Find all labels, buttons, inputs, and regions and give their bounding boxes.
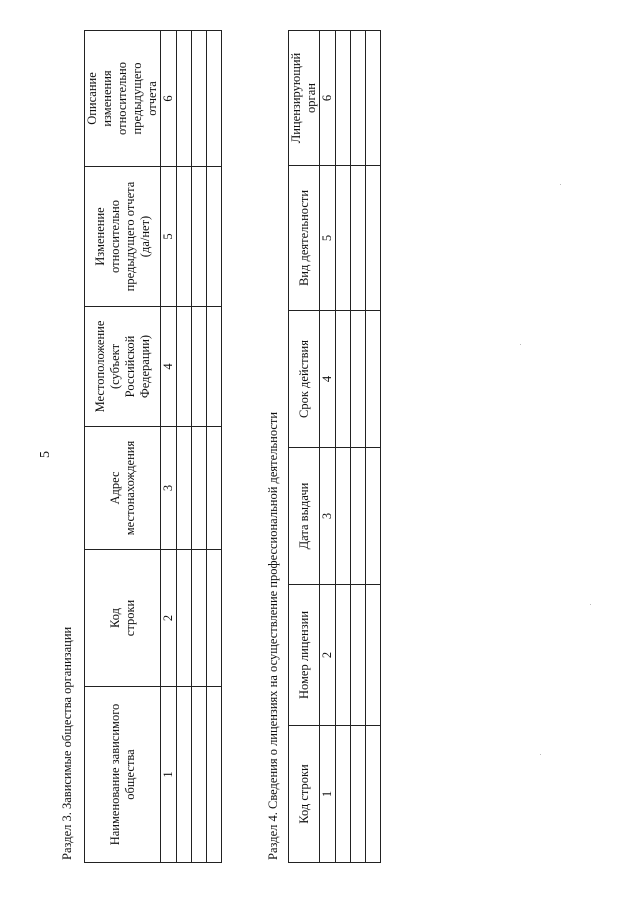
s3-num-3: 3 bbox=[161, 427, 177, 550]
page-number: 5 bbox=[38, 451, 53, 458]
section3-empty-row bbox=[192, 31, 207, 863]
section4-table bbox=[288, 30, 381, 863]
s4-col-licensing-body-header: Лицензирующий орган bbox=[289, 31, 320, 166]
s4-col-issue-date-header: Дата выдачи bbox=[289, 448, 320, 585]
section3-table bbox=[84, 30, 222, 863]
s3-col-location-header: Местоположение (субъект Российской Федерации) bbox=[85, 307, 161, 427]
section4-empty-row bbox=[351, 31, 366, 863]
s3-col-code-header: Код строки bbox=[85, 550, 161, 687]
scan-speck bbox=[560, 184, 561, 185]
section3-empty-row bbox=[207, 31, 222, 863]
s4-num-2: 2 bbox=[320, 585, 336, 726]
s4-num-4: 4 bbox=[320, 311, 336, 448]
s3-num-4: 4 bbox=[161, 307, 177, 427]
section4-header-row bbox=[289, 31, 320, 863]
s3-num-2: 2 bbox=[161, 550, 177, 687]
section4-title: Раздел 4. Сведения о лицензиях на осуществление профессиональной деятельности bbox=[266, 411, 280, 860]
section4-number-row bbox=[320, 31, 336, 863]
s3-col-description-header: Описание изменения относительно предыдущего отчета bbox=[85, 31, 161, 167]
section3-number-row bbox=[161, 31, 177, 863]
s4-col-activity-header: Вид деятельности bbox=[289, 166, 320, 311]
s3-col-name-header: Наименование зависимого общества bbox=[85, 687, 161, 863]
s3-num-6: 6 bbox=[161, 31, 177, 167]
section3-empty-row bbox=[177, 31, 192, 863]
s3-num-1: 1 bbox=[161, 687, 177, 863]
s4-col-validity-header: Срок действия bbox=[289, 311, 320, 448]
section4-empty-row bbox=[336, 31, 351, 863]
section3-title: Раздел 3. Зависимые общества организации bbox=[60, 626, 74, 860]
section4-empty-row bbox=[366, 31, 381, 863]
section3-header-row bbox=[85, 31, 161, 863]
s4-col-code-header: Код строки bbox=[289, 726, 320, 863]
s4-num-6: 6 bbox=[320, 31, 336, 166]
s4-col-license-number-header: Номер лицензии bbox=[289, 585, 320, 726]
s4-num-3: 3 bbox=[320, 448, 336, 585]
s3-col-address-header: Адрес местонахождения bbox=[85, 427, 161, 550]
s4-num-1: 1 bbox=[320, 726, 336, 863]
s3-col-change-header: Изменение относительно предыдущего отчета (да/нет) bbox=[85, 167, 161, 307]
scan-speck bbox=[540, 754, 541, 755]
s3-num-5: 5 bbox=[161, 167, 177, 307]
s4-num-5: 5 bbox=[320, 166, 336, 311]
scan-speck bbox=[590, 604, 591, 605]
scan-speck bbox=[520, 344, 521, 345]
